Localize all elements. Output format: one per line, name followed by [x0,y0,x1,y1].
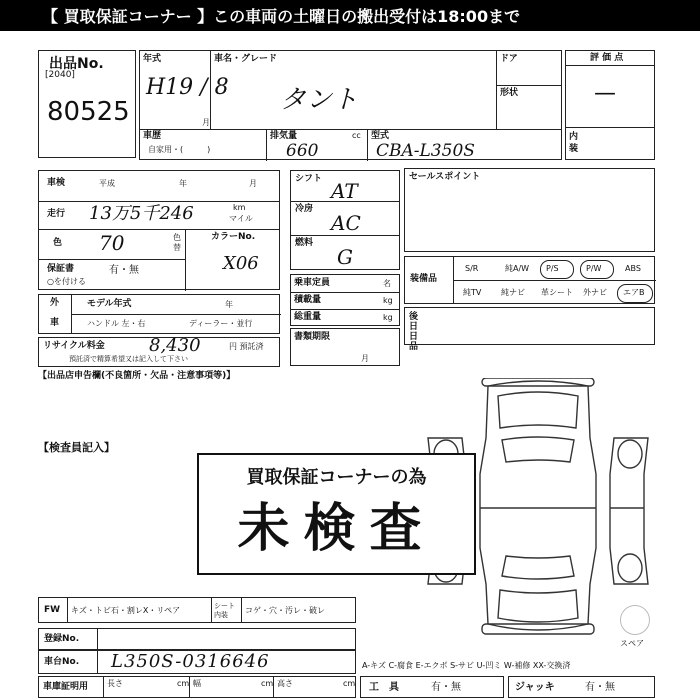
shaken-era: 平成 [99,179,115,188]
inspection-block [38,170,280,290]
fw-seat-label: シート内装 [214,602,235,619]
fuel-label: 燃料 [295,238,314,248]
import-steer: ハンドル 左・右 [87,319,146,328]
tools-options: 有・無 [431,682,461,693]
docs-label: 書類期限 [294,332,331,342]
cert-height-unit: cm [343,679,356,688]
displacement-label: 排気量 [270,131,298,141]
equip-pw: P/W [586,264,602,273]
recycle-note: 預託済で精算希望又は記入して下さい [69,355,188,363]
fuel-value: G [337,245,353,269]
recycle-value: 8,430 [149,335,201,356]
aircon-label: 冷房 [295,204,314,214]
equipment-label: 装備品 [410,274,438,284]
reg-label: 登録No. [44,634,80,644]
damage-legend: A-キズ C-腐食 E-エクボ S-サビ U-凹ミ W-補修 XX-交換済 [362,661,571,670]
spare-label: スペア [620,639,644,648]
docs-unit: 月 [361,354,369,363]
year-label: 年式 [143,54,162,64]
history-value: 自家用・( ) [148,145,211,154]
cert-length-unit: cm [177,679,190,688]
model-label: 型式 [371,131,390,141]
capacity-unit: 名 [383,279,391,288]
recycle-label: リサイクル料金 [43,341,105,351]
rear-label: 後日日品 [409,312,419,352]
name-label: 車名・グレード [214,54,278,64]
jack-label: ジャッキ [515,682,555,693]
year-month-suffix: 月 [202,118,210,127]
seller-note-label: 【出品店申告欄(不良箇所・欠品・注意事項等)】 [38,371,236,381]
history-label: 車歴 [143,131,162,141]
tools-label: 工 具 [369,682,399,693]
mileage-unit-km: km [233,203,246,212]
rear-items-box [404,307,655,352]
warranty-label: 保証書 [47,264,75,274]
jack-row [508,676,655,698]
displacement-value: 660 [286,141,319,161]
shape-label: 形状 [500,88,519,98]
lot-number-box [38,50,136,158]
load-label: 積載量 [294,295,322,305]
wheel-rf [618,440,642,468]
rating-value: — [594,81,616,106]
car-hood [498,392,578,428]
gross-label: 総重量 [294,312,322,322]
import-label-2: 車 [50,318,60,328]
equip-ps: P/S [546,264,559,273]
capacity-label: 乗車定員 [294,278,331,288]
car-right-side [610,438,648,584]
registration-row [38,628,356,650]
cert-width: 幅 [193,679,201,688]
cert-row [38,676,356,698]
recycle-block [38,337,280,367]
fw-label: FW [44,605,61,615]
fw-seat-text: コゲ・穴・汚レ・破レ [245,606,325,615]
interior-label: 内装 [569,132,579,154]
lot-label: 出品No. [49,56,104,72]
import-block [38,294,280,334]
sales-point-box [404,168,655,252]
mileage-label: 走行 [47,209,66,219]
warranty-note: ○を付ける [47,277,86,286]
gross-unit: kg [383,313,393,322]
equipment-box [404,256,655,304]
rear-bumper [482,624,594,634]
color-label: 色 [53,238,63,248]
cert-width-unit: cm [261,679,274,688]
banner-text: 【 買取保証コーナー 】この車両の土曜日の搬出受付は18:00まで [42,7,521,26]
equip-airbag-circle [617,284,653,303]
header-banner [0,0,700,31]
equip-navi: 純ナビ [501,288,525,297]
car-rear-window [502,556,574,579]
chassis-label: 車台No. [44,657,80,667]
wheel-rr [618,554,642,582]
equip-extnavi: 外ナビ [583,288,607,297]
spare-tire-icon [620,605,650,635]
cert-length: 長さ [107,679,123,688]
mileage-value: 13万5千246 [89,203,194,224]
displacement-unit: cc [352,131,361,140]
rating-box [565,50,655,160]
import-label-1: 外 [50,298,60,308]
chassis-value: L350S-0316646 [111,651,270,672]
equip-ps-circle [540,260,574,279]
colorno-label: カラーNo. [211,232,256,242]
import-dealer: ディーラー・並行 [189,319,253,328]
shaken-month: 月 [249,179,257,188]
load-unit: kg [383,296,393,305]
equip-leather: 革シート [541,288,573,297]
docs-block [290,328,400,366]
inspector-label: 【検査員記入】 [38,441,115,454]
front-bumper [482,378,594,386]
equip-pw-circle [580,260,614,279]
door-label: ドア [500,54,518,64]
shift-label: シフト [295,174,323,184]
stamp-subtitle: 買取保証コーナーの為 [246,467,427,488]
shaken-label: 車検 [47,178,66,188]
equip-sr: S/R [465,264,479,273]
shaken-year: 年 [179,179,187,188]
lot-code: [2040] [45,70,75,80]
drivetrain-block [290,170,400,270]
equip-airbag: エアB [623,288,645,297]
vehicle-info-grid [139,50,562,160]
year-value: H19 / 8 [146,75,229,100]
car-windshield [502,437,574,462]
chassis-row [38,650,356,674]
equip-abs: ABS [625,264,641,273]
color-value: 70 [99,231,125,255]
lot-number: 80525 [47,97,130,127]
shift-value: AT [331,179,358,203]
cert-height: 高さ [277,679,293,688]
import-model-year: モデル年式 [87,299,132,309]
rating-label: 評 価 点 [590,53,624,63]
colorno-value: X06 [223,253,259,274]
color-sub: 色替 [173,233,181,252]
jack-options: 有・無 [585,682,615,693]
mileage-unit-mile: マイル [229,214,253,223]
stamp-main-text: 未検査 [237,499,436,559]
warranty-options: 有・無 [109,265,139,276]
tools-row [360,676,504,698]
recycle-unit: 円 預託済 [229,342,264,351]
equip-tv: 純TV [463,288,482,297]
unchecked-stamp [197,453,476,575]
car-trunk [498,590,578,622]
model-value: CBA-L350S [376,141,475,161]
name-value: タント [280,85,359,115]
fw-row [38,597,356,623]
fw-text: キズ・トビ石・割レX・リペア [71,606,181,615]
equip-aw: 純A/W [505,264,530,273]
import-year: 年 [225,300,233,309]
cert-label: 車庫証明用 [43,682,89,692]
aircon-value: AC [331,211,361,235]
capacity-block [290,274,400,326]
sales-label: セールスポイント [409,172,481,182]
